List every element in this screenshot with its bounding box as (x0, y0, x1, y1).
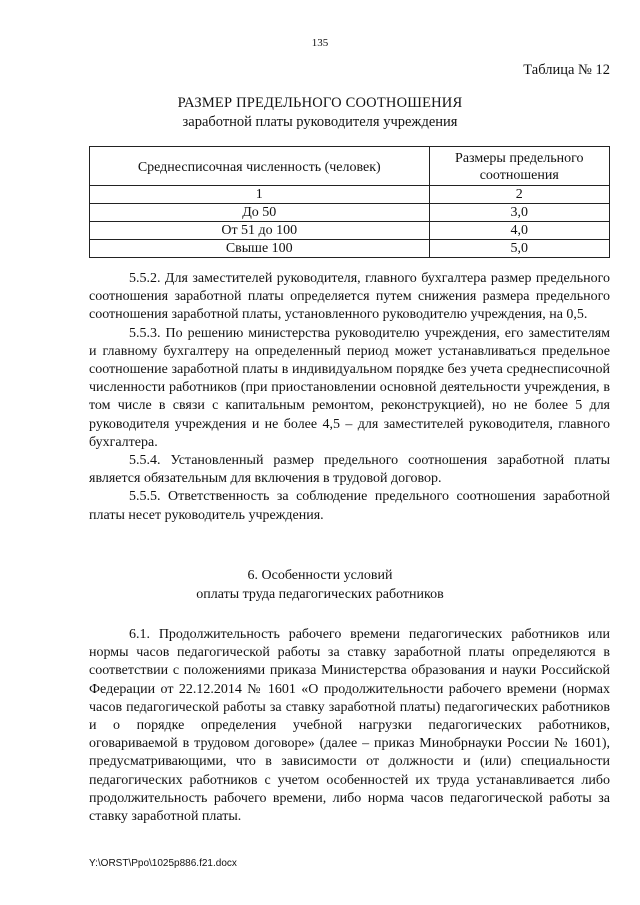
table-label: Таблица № 12 (523, 62, 610, 78)
table-row (90, 240, 610, 258)
table-header-cell: Размеры предельного соотношения (429, 147, 609, 186)
table-cell: Свыше 100 (90, 240, 430, 258)
footer-file-path: Y:\ORST\Ppo\1025p886.f21.docx (89, 858, 237, 869)
paragraphs-5-5 (89, 270, 610, 525)
paragraph-6-1: 6.1. Продолжительность рабочего времени педагогических работников или нормы часов педагогической работы за ставку заработной платы определяются в соответствии с положениями приказа Министерства образования и науки Российской Федерации от 22.12.2014 № 1601 «О продолжительности рабочего времени (нормах часов педагогической работы за ставку заработной платы) педагогических работников и о порядке определения учебной нагрузки педагогических работников, оговариваемой в трудовом договоре» (далее – приказ Минобрнауки России № 1601), предусматривающими, что в зависимости от должности и (или) специальности педагогических работников с учетом особенностей их труда устанавливается либо продолжительность рабочего времени, либо норма часов педагогической работы за ставку заработной платы. (89, 627, 610, 825)
table-cell: От 51 до 100 (90, 222, 430, 240)
table-row (90, 186, 610, 204)
table-cell: 4,0 (429, 222, 609, 240)
table-cell: 5,0 (429, 240, 609, 258)
table-row (90, 222, 610, 240)
page-number: 135 (311, 37, 329, 49)
paragraphs-6 (89, 626, 610, 826)
table-row (90, 204, 610, 222)
paragraph-5-5-5: 5.5.5. Ответственность за соблюдение предельного соотношения заработной платы несет руководитель учреждения. (89, 489, 610, 523)
table-title-sub: заработной платы руководителя учреждения (182, 114, 458, 130)
ratio-table (89, 146, 610, 258)
table-header-row (90, 147, 610, 186)
table-cell: 2 (429, 186, 609, 204)
paragraph-5-5-4: 5.5.4. Установленный размер предельного соотношения заработной платы является обязательным для включения в трудовой договор. (89, 453, 610, 487)
section-6-title-line2: оплаты труда педагогических работников (196, 587, 444, 602)
table-cell: 3,0 (429, 204, 609, 222)
table-cell: До 50 (90, 204, 430, 222)
table-title-main: РАЗМЕР ПРЕДЕЛЬНОГО СООТНОШЕНИЯ (177, 95, 463, 111)
section-6-title-line1: 6. Особенности условий (247, 568, 393, 583)
paragraph-5-5-3: 5.5.3. По решению министерства руководителю учреждения, его заместителям и главному бухгалтеру на определенный период может устанавливаться предельное соотношение заработной платы в индивидуальном порядке без учета среднесписочной численности работников (при приостановлении основной деятельности учреждения, в том числе в связи с капитальным ремонтом, реконструкцией), но не более 5 для руководителя учреждения и не более 4,5 – для заместителей руководителя, главного бухгалтера. (89, 325, 610, 450)
table-cell: 1 (90, 186, 430, 204)
table-header-cell: Среднесписочная численность (человек) (90, 147, 430, 186)
table-title (0, 94, 640, 132)
paragraph-5-5-2: 5.5.2. Для заместителей руководителя, главного бухгалтера размер предельного соотношения заработной платы определяется путем снижения размера предельного соотношения заработной платы, установленного руководителю учреждения, на 0,5. (89, 271, 610, 323)
section-6-title (0, 566, 640, 604)
